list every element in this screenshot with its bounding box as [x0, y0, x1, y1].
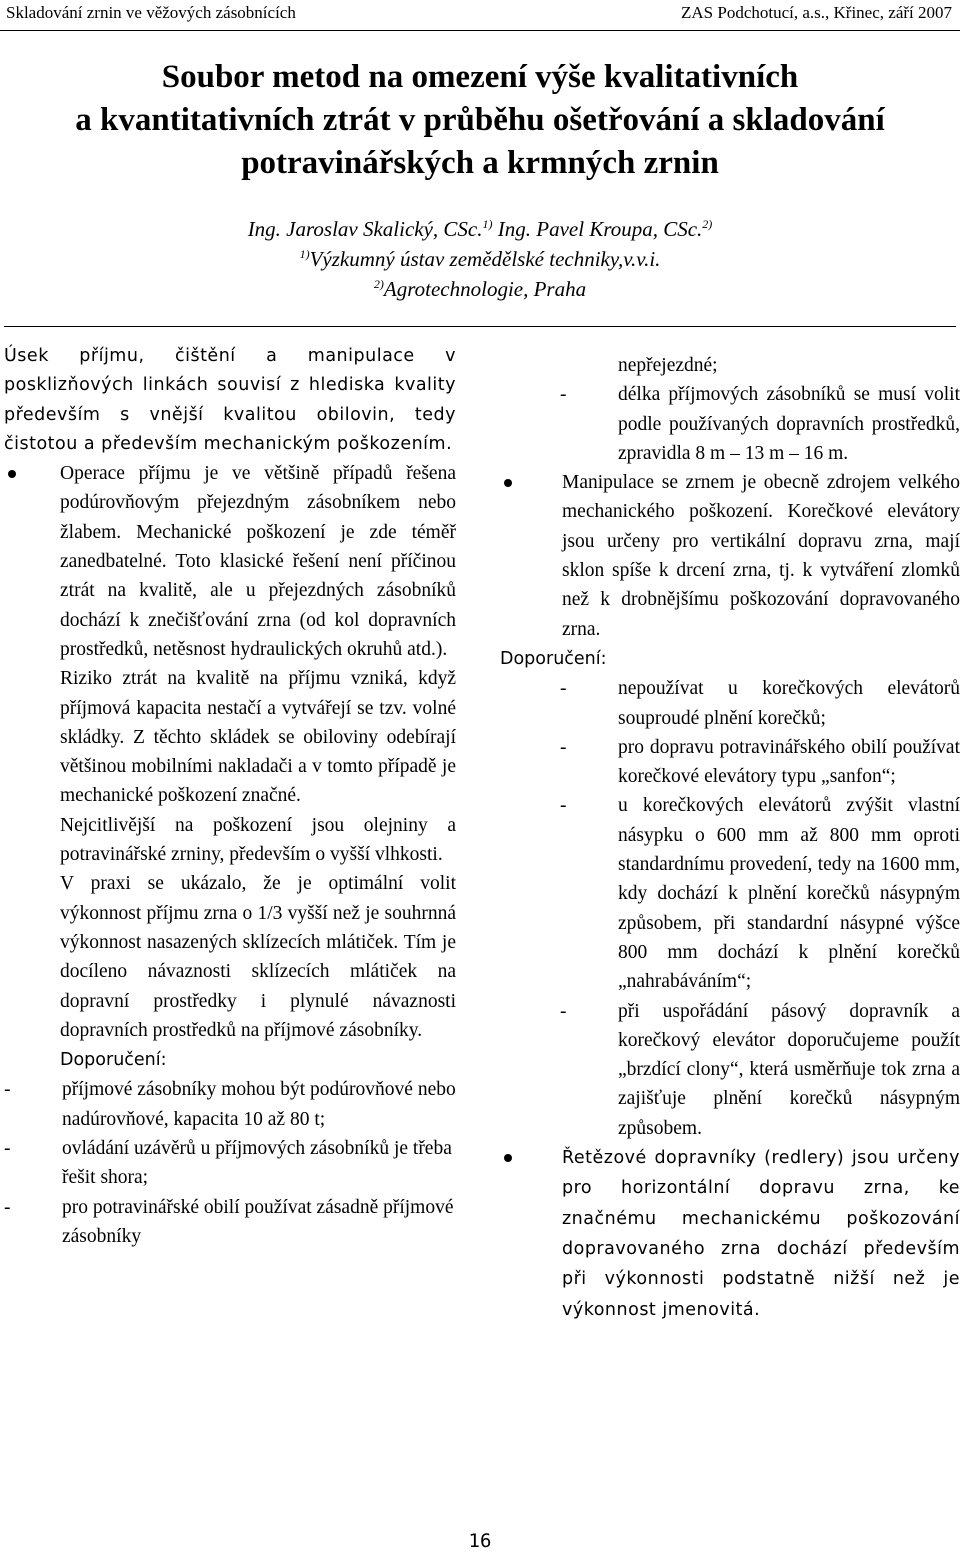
header-left: Skladování zrnin ve věžových zásobnících	[6, 3, 296, 22]
list-item	[4, 1134, 456, 1193]
affiliation-1-sup: 1)	[299, 247, 310, 261]
bullet-text: Manipulace se zrnem je obecně zdrojem velkého mechanického poškození. Korečkové elevátory jsou určeny pro vertikální dopravu zrna, mají sklon spíše k drcení zrna, tj. k vytváření zlomků než k drobnějšímu poškozování dopravovaného zrna.	[562, 472, 960, 640]
affiliation-1	[0, 244, 960, 274]
dash-icon: -	[560, 678, 567, 700]
dash-icon: -	[560, 795, 567, 817]
intro-paragraph: Úsek příjmu, čištění a manipulace v posklizňových linkách souvisí z hlediska kvality především s vnější kvalitou obilovin, tedy čistotou a především mechanickým poškozením.	[4, 346, 456, 454]
title-line-2: a kvantitativních ztrát v průběhu ošetřování a skladování	[75, 102, 885, 138]
list-item-text: pro potravinářské obilí používat zásadně příjmové zásobníky	[62, 1196, 454, 1247]
dash-icon: -	[4, 1079, 11, 1101]
author-names-part1: Ing. Jaroslav Skalický, CSc.	[247, 217, 483, 241]
bullet-item-receiving	[4, 459, 456, 664]
bullet-text: Operace příjmu je ve většině případů řešena podúrovňovým přejezdným zásobníkem nebo žlabem. Mechanické poškození je zde téměř zanedbatelné. Toto klasické řešení není příčinou ztrát na kvalitě, ale u přejezdných zásobníků dochází k znečišťování zrna (od kol dopravních prostředků, netěsnost hydraulických okruhů atd.).	[60, 463, 456, 660]
bullet-item-chain-conveyors	[500, 1143, 960, 1325]
affiliation-2	[0, 274, 960, 304]
bullet-icon	[8, 470, 16, 478]
list-item	[500, 380, 960, 468]
recommendation-label: Doporučení:	[60, 1050, 167, 1071]
affiliation-2-text: Agrotechnologie, Praha	[383, 277, 587, 301]
list-item	[500, 997, 960, 1143]
dash-icon: -	[560, 1000, 567, 1022]
list-item-text: příjmové zásobníky mohou být podúrovňové nebo nadúrovňové, kapacita 10 až 80 t;	[62, 1079, 456, 1130]
author-sup-1: 1)	[482, 217, 493, 231]
recommendation-label-right: Doporučení:	[500, 648, 607, 669]
list-item	[4, 1193, 456, 1252]
header-rule	[0, 30, 960, 31]
authors-block	[0, 214, 960, 304]
list-item	[500, 674, 960, 733]
bullet-icon	[504, 1154, 512, 1162]
list-item	[500, 791, 960, 996]
affiliation-1-text: Výzkumný ústav zemědělské techniky,v.v.i.	[309, 247, 661, 271]
title-line-1: Soubor metod na omezení výše kvalitativních	[161, 59, 799, 95]
list-item-text: ovládání uzávěrů u příjmových zásobníků je třeba řešit shora;	[62, 1138, 452, 1189]
author-names	[0, 214, 960, 244]
paragraph-risk: Riziko ztrát na kvalitě na příjmu vzniká, když příjmová kapacita nestačí a vytvářejí se tzv. volné skládky. Z těchto skládek se obiloviny odebírají většinou mobilními nakladači a v tomto případě je mechanické poškození značné.	[60, 668, 456, 807]
dash-icon: -	[4, 1196, 11, 1218]
title-line-3: potravinářských a krmných zrnin	[241, 145, 719, 181]
list-item-text: u korečkových elevátorů zvýšit vlastní násypku o 600 mm až 800 mm oproti standardnímu provedení, tedy na 1600 mm, kdy dochází k plnění korečků násypným způsobem, při standardní násypné výšce 800 mm dochází k plnění korečků „nahrabáváním“;	[618, 795, 960, 993]
section-rule	[4, 326, 956, 327]
paragraph-sensitive: Nejcitlivější na poškození jsou olejniny a potravinářské zrniny, především o vyšší vlhkosti.	[60, 814, 456, 866]
list-item	[500, 733, 960, 792]
list-item-text: délka příjmových zásobníků se musí volit podle používaných dopravních prostředků, zpravidla 8 m – 13 m – 16 m.	[618, 384, 960, 464]
list-item-text: pro dopravu potravinářského obilí používat korečkové elevátory typu „sanfon“;	[618, 736, 960, 788]
dash-icon: -	[4, 1138, 11, 1160]
list-item	[4, 1075, 456, 1134]
list-item-text: při uspořádání pásový dopravník a korečkový elevátor doporučujeme použít „brzdící clony“, která usměrňuje tok zrna a zajišťuje plnění korečků násypným způsobem.	[618, 1000, 960, 1139]
author-names-part2: Ing. Pavel Kroupa, CSc.	[492, 217, 703, 241]
bullet-item-manipulation	[500, 468, 960, 644]
bullet-text: Řetězové dopravníky (redlery) jsou určeny pro horizontální dopravu zrna, ke značnému mechanickému poškozování dopravovaného zrna dochází především při výkonnosti podstatně nižší než je výkonnost jmenovitá.	[562, 1148, 960, 1320]
author-sup-2: 2)	[702, 217, 713, 231]
header-right: ZAS Podchotucí, a.s., Křinec, září 2007	[681, 3, 952, 22]
dash-icon: -	[560, 736, 567, 758]
running-header	[0, 0, 960, 26]
dash-icon: -	[560, 384, 567, 406]
left-column	[4, 342, 456, 1251]
right-column	[500, 351, 960, 1325]
affiliation-2-sup: 2)	[373, 277, 384, 291]
list-item-text: nepoužívat u korečkových elevátorů souproudé plnění korečků;	[618, 678, 960, 729]
page-number: 16	[468, 1530, 492, 1552]
paper-title	[0, 56, 960, 185]
paragraph-practice: V praxi se ukázalo, že je optimální volit výkonnost příjmu zrna o 1/3 vyšší než je souhrnná výkonnost nasazených sklízecích mlátiček. Tím je docíleno návaznosti sklízecích mlátiček na dopravní prostředky i plynulé návaznosti dopravních prostředků na příjmové zásobníky.	[60, 873, 456, 1041]
continued-line: nepřejezdné;	[618, 355, 718, 376]
bullet-icon	[504, 479, 512, 487]
